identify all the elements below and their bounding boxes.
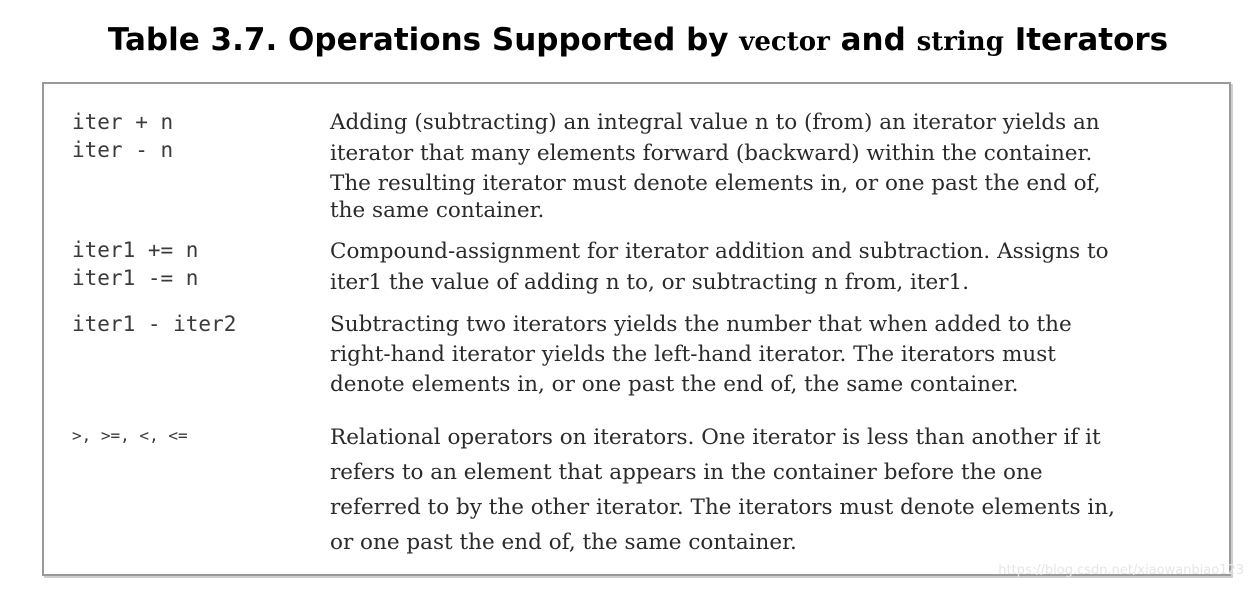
description-line: the same container. [330,197,545,223]
title-prefix: Table 3.7. Operations Supported by [107,22,729,58]
operation-line: iter1 += n [72,238,199,262]
operations-table [42,82,1231,576]
description-line: iterator that many elements forward (backward) within the container. [330,140,1093,166]
description-cell [330,420,1210,560]
operation-cell [72,110,173,162]
description-cell [330,108,1210,222]
description-line: or one past the end of, the same container. [330,530,797,555]
title-suffix: Iterators [1014,22,1169,58]
description-line: Compound-assignment for iterator addition and subtraction. Assigns to [330,239,1109,264]
table-title [0,22,1258,58]
description-line: Relational operators on iterators. One iterator is less than another if it [330,425,1101,450]
operation-line: iter1 -= n [72,266,199,290]
title-middle: and [840,22,906,58]
operation-cell [72,312,236,336]
operation-cell [72,238,198,290]
operation-line: iter1 - iter2 [72,312,237,336]
operation-cell [72,426,188,445]
operation-line: iter - n [72,138,174,162]
description-cell [330,310,1210,400]
watermark-url: https://blog.csdn.net/xiaowanbiao123 [998,563,1244,578]
description-line: Subtracting two iterators yields the number that when added to the [330,312,1072,337]
description-line: iter1 the value of adding n to, or subtracting n from, iter1. [330,270,970,295]
description-line: right-hand iterator yields the left-hand iterator. The iterators must [330,342,1056,367]
description-line: referred to by the other iterator. The iterators must denote elements in, [330,495,1115,520]
title-code-vector: vector [739,27,830,57]
operation-line: >, >=, <, <= [72,426,188,445]
description-line: The resulting iterator must denote elements in, or one past the end of, [330,171,1101,196]
description-line: refers to an element that appears in the container before the one [330,460,1043,485]
description-line: denote elements in, or one past the end of, the same container. [330,372,1019,397]
description-cell [330,236,1210,298]
title-code-string: string [916,27,1004,57]
description-line: Adding (subtracting) an integral value n to (from) an iterator yields an [330,110,1100,135]
operation-line: iter + n [72,110,174,134]
